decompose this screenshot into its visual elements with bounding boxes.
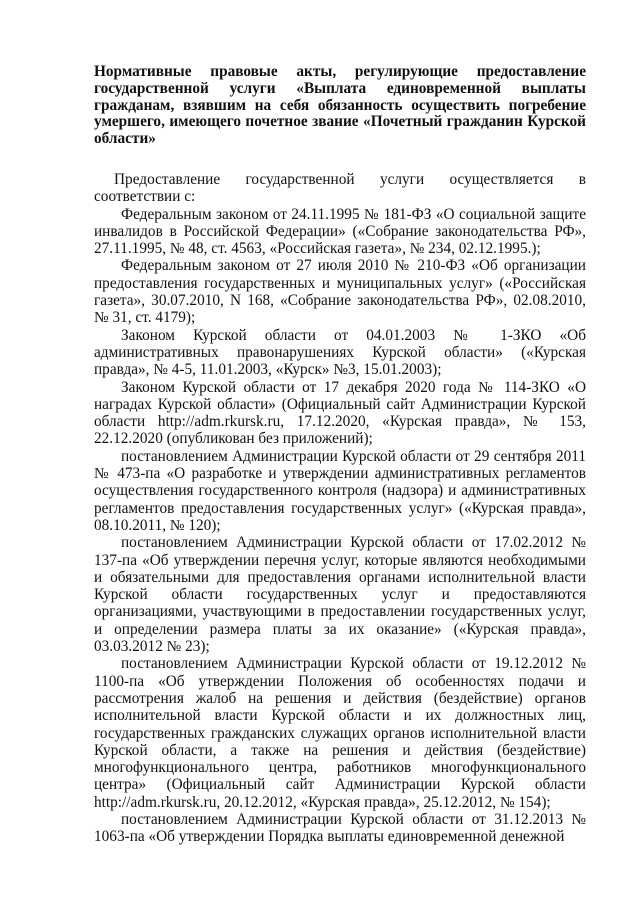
act-paragraph-federal-law-210: Федеральным законом от 27 июля 2010 № 210-ФЗ «Об организации предоставления государственных и муниципальных услуг» («Российская газета», 30.07.2010, N 168, «Собрание законодательства РФ», 02.08.2010, № 31, ст. 4179);	[94, 257, 586, 327]
act-paragraph-kursk-law-1: Законом Курской области от 04.01.2003 № 1-ЗКО «Об административных правонарушениях Курской области» («Курская правда», № 4-5, 11.01.2003, «Курск» №3, 15.01.2003);	[94, 326, 586, 379]
act-paragraph-kursk-law-114: Законом Курской области от 17 декабря 2020 года № 114-ЗКО «О наградах Курской области» (Официальный сайт Администрации Курской области http://adm.rkursk.ru, 17.12.2020, «Курская правда», № 153, 22.12.2020 (опубликован без приложений);	[94, 378, 586, 448]
act-paragraph-federal-law-181: Федеральным законом от 24.11.1995 № 181-ФЗ «О социальной защите инвалидов в Российской Федерации» («Собрание законодательства РФ», 27.11.1995, № 48, ст. 4563, «Российская газета», № 234, 02.12.1995.);	[94, 205, 586, 258]
act-paragraph-resolution-473: постановлением Администрации Курской области от 29 сентября 2011 № 473-па «О разработке и утверждении административных регламентов осуществления государственного контроля (надзора) и административных регламентов предоставления государственных услуг» («Курская правда», 08.10.2011, № 120);	[94, 447, 586, 534]
document-body	[94, 171, 586, 846]
act-paragraph-resolution-1063: постановлением Администрации Курской области от 31.12.2013 № 1063-па «Об утверждении Порядка выплаты единовременной денежной	[94, 810, 586, 846]
document-title: Нормативные правовые акты, регулирующие предоставление государственной услуги «Выплата единовременной выплаты гражданам, взявшим на себя обязанность осуществить погребение умершего, имеющего почетное звание «Почетный гражданин Курской области»	[94, 63, 586, 148]
act-paragraph-resolution-1100: постановлением Администрации Курской области от 19.12.2012 № 1100-па «Об утверждении Положения об особенностях подачи и рассмотрения жалоб на решения и действия (бездействие) органов исполнительной власти Курской области и их должностных лиц, государственных гражданских служащих органов исполнительной власти Курской области, а также на решения и действия (бездействие) многофункционального центра, работников многофункционального центра» (Официальный сайт Администрации Курской области http://adm.rkursk.ru, 20.12.2012, «Курская правда», 25.12.2012, № 154);	[94, 655, 586, 811]
intro-paragraph: Предоставление государственной услуги осуществляется в соответствии с:	[94, 171, 586, 206]
act-paragraph-resolution-137: постановлением Администрации Курской области от 17.02.2012 № 137-па «Об утверждении перечня услуг, которые являются необходимыми и обязательными для предоставления органами исполнительной власти Курской области государственных услуг и предоставляются организациями, участвующими в предоставлении государственных услуг, и определении размера платы за их оказание» («Курская правда», 03.03.2012 № 23);	[94, 534, 586, 656]
